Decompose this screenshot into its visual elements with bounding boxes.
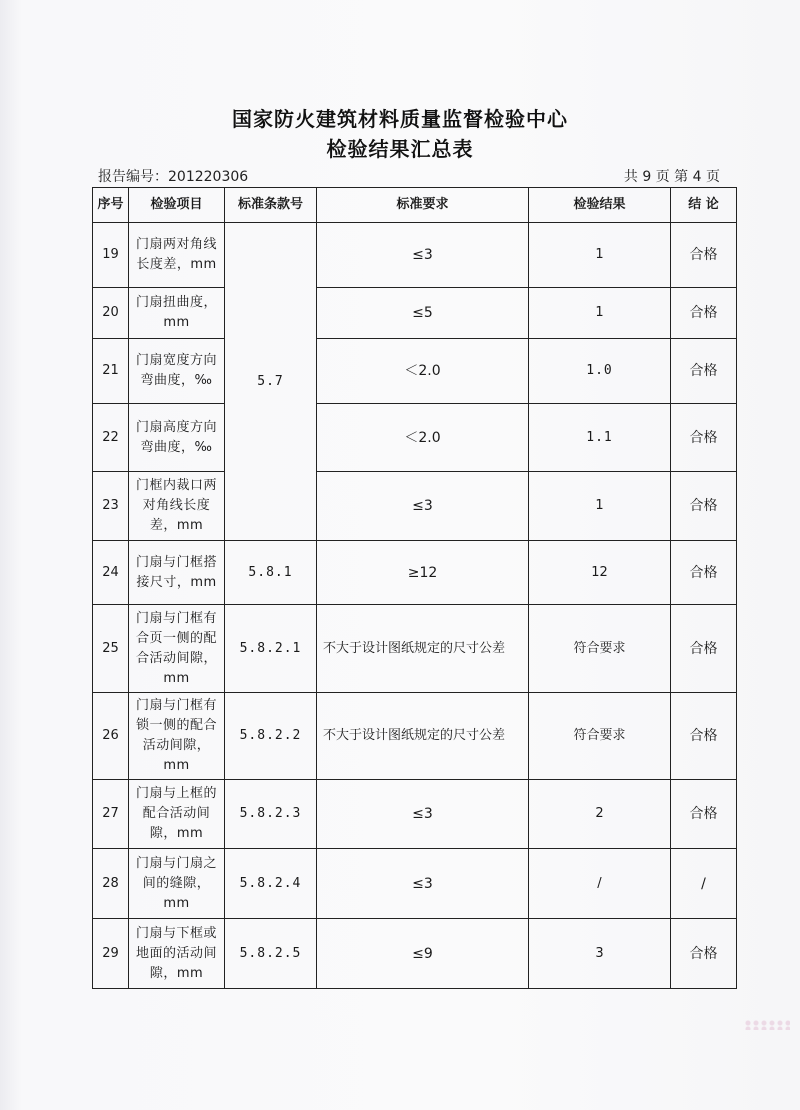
table-row: [93, 404, 737, 472]
table-row: [93, 605, 737, 693]
standard-requirement: 不大于设计图纸规定的尺寸公差: [317, 605, 529, 693]
table-row: [93, 849, 737, 919]
table-row: [93, 472, 737, 541]
test-item: 门扇与门扇之间的缝隙，mm: [129, 849, 225, 919]
row-number: 20: [93, 288, 129, 339]
ink-stain-mark: [744, 1020, 790, 1030]
standard-requirement: ≤5: [317, 288, 529, 339]
conclusion: 合格: [671, 919, 737, 989]
test-result: 符合要求: [529, 693, 671, 780]
conclusion: 合格: [671, 288, 737, 339]
standard-requirement: ＜2.0: [317, 339, 529, 404]
test-result: 1: [529, 288, 671, 339]
test-result: 1: [529, 223, 671, 288]
column-header: 检验结果: [529, 188, 671, 223]
standard-clause: 5.8.1: [225, 541, 317, 605]
conclusion: 合格: [671, 541, 737, 605]
organization-title: 国家防火建筑材料质量监督检验中心: [232, 107, 568, 131]
standard-requirement: ≥12: [317, 541, 529, 605]
standard-requirement: ＜2.0: [317, 404, 529, 472]
row-number: 29: [93, 919, 129, 989]
test-result: 1.0: [529, 339, 671, 404]
table-row: [93, 919, 737, 989]
conclusion: 合格: [671, 404, 737, 472]
standard-clause: 5.8.2.2: [225, 693, 317, 780]
test-result: 2: [529, 780, 671, 849]
table-header-row: [93, 188, 737, 223]
standard-requirement: ≤3: [317, 472, 529, 541]
table-row: [93, 541, 737, 605]
row-number: 27: [93, 780, 129, 849]
test-result: 12: [529, 541, 671, 605]
standard-clause: 5.7: [225, 223, 317, 541]
conclusion: /: [671, 849, 737, 919]
standard-clause: 5.8.2.5: [225, 919, 317, 989]
test-item: 门框内裁口两对角线长度差，mm: [129, 472, 225, 541]
test-result: 1: [529, 472, 671, 541]
row-number: 26: [93, 693, 129, 780]
column-header: 序号: [93, 188, 129, 223]
standard-requirement: ≤3: [317, 780, 529, 849]
row-number: 25: [93, 605, 129, 693]
column-header: 结 论: [671, 188, 737, 223]
conclusion: 合格: [671, 605, 737, 693]
table-row: [93, 288, 737, 339]
test-item: 门扇与下框或地面的活动间隙，mm: [129, 919, 225, 989]
table-row: [93, 339, 737, 404]
report-number: 报告编号：201220306: [98, 169, 249, 185]
standard-clause: 5.8.2.1: [225, 605, 317, 693]
test-item: 门扇与门框有锁一侧的配合活动间隙，mm: [129, 693, 225, 780]
conclusion: 合格: [671, 472, 737, 541]
standard-requirement: ≤9: [317, 919, 529, 989]
test-result: /: [529, 849, 671, 919]
row-number: 19: [93, 223, 129, 288]
test-item: 门扇宽度方向弯曲度，‰: [129, 339, 225, 404]
table-row: [93, 780, 737, 849]
document-title: 检验结果汇总表: [326, 137, 474, 161]
test-result: 符合要求: [529, 605, 671, 693]
test-item: 门扇扭曲度，mm: [129, 288, 225, 339]
table-row: [93, 693, 737, 780]
standard-clause: 5.8.2.4: [225, 849, 317, 919]
test-item: 门扇两对角线长度差，mm: [129, 223, 225, 288]
column-header: 标准条款号: [225, 188, 317, 223]
standard-requirement: ≤3: [317, 849, 529, 919]
page-info: 共 9 页 第 4 页: [623, 169, 720, 185]
table-row: [93, 223, 737, 288]
standard-requirement: 不大于设计图纸规定的尺寸公差: [317, 693, 529, 780]
row-number: 24: [93, 541, 129, 605]
row-number: 23: [93, 472, 129, 541]
conclusion: 合格: [671, 780, 737, 849]
test-item: 门扇与门框有合页一侧的配合活动间隙，mm: [129, 605, 225, 693]
conclusion: 合格: [671, 339, 737, 404]
standard-clause: 5.8.2.3: [225, 780, 317, 849]
test-result: 1.1: [529, 404, 671, 472]
column-header: 标准要求: [317, 188, 529, 223]
results-summary-table: [92, 187, 737, 989]
test-item: 门扇高度方向弯曲度，‰: [129, 404, 225, 472]
row-number: 22: [93, 404, 129, 472]
row-number: 21: [93, 339, 129, 404]
row-number: 28: [93, 849, 129, 919]
test-result: 3: [529, 919, 671, 989]
standard-requirement: ≤3: [317, 223, 529, 288]
conclusion: 合格: [671, 693, 737, 780]
test-item: 门扇与上框的配合活动间隙，mm: [129, 780, 225, 849]
column-header: 检验项目: [129, 188, 225, 223]
test-item: 门扇与门框搭接尺寸，mm: [129, 541, 225, 605]
conclusion: 合格: [671, 223, 737, 288]
